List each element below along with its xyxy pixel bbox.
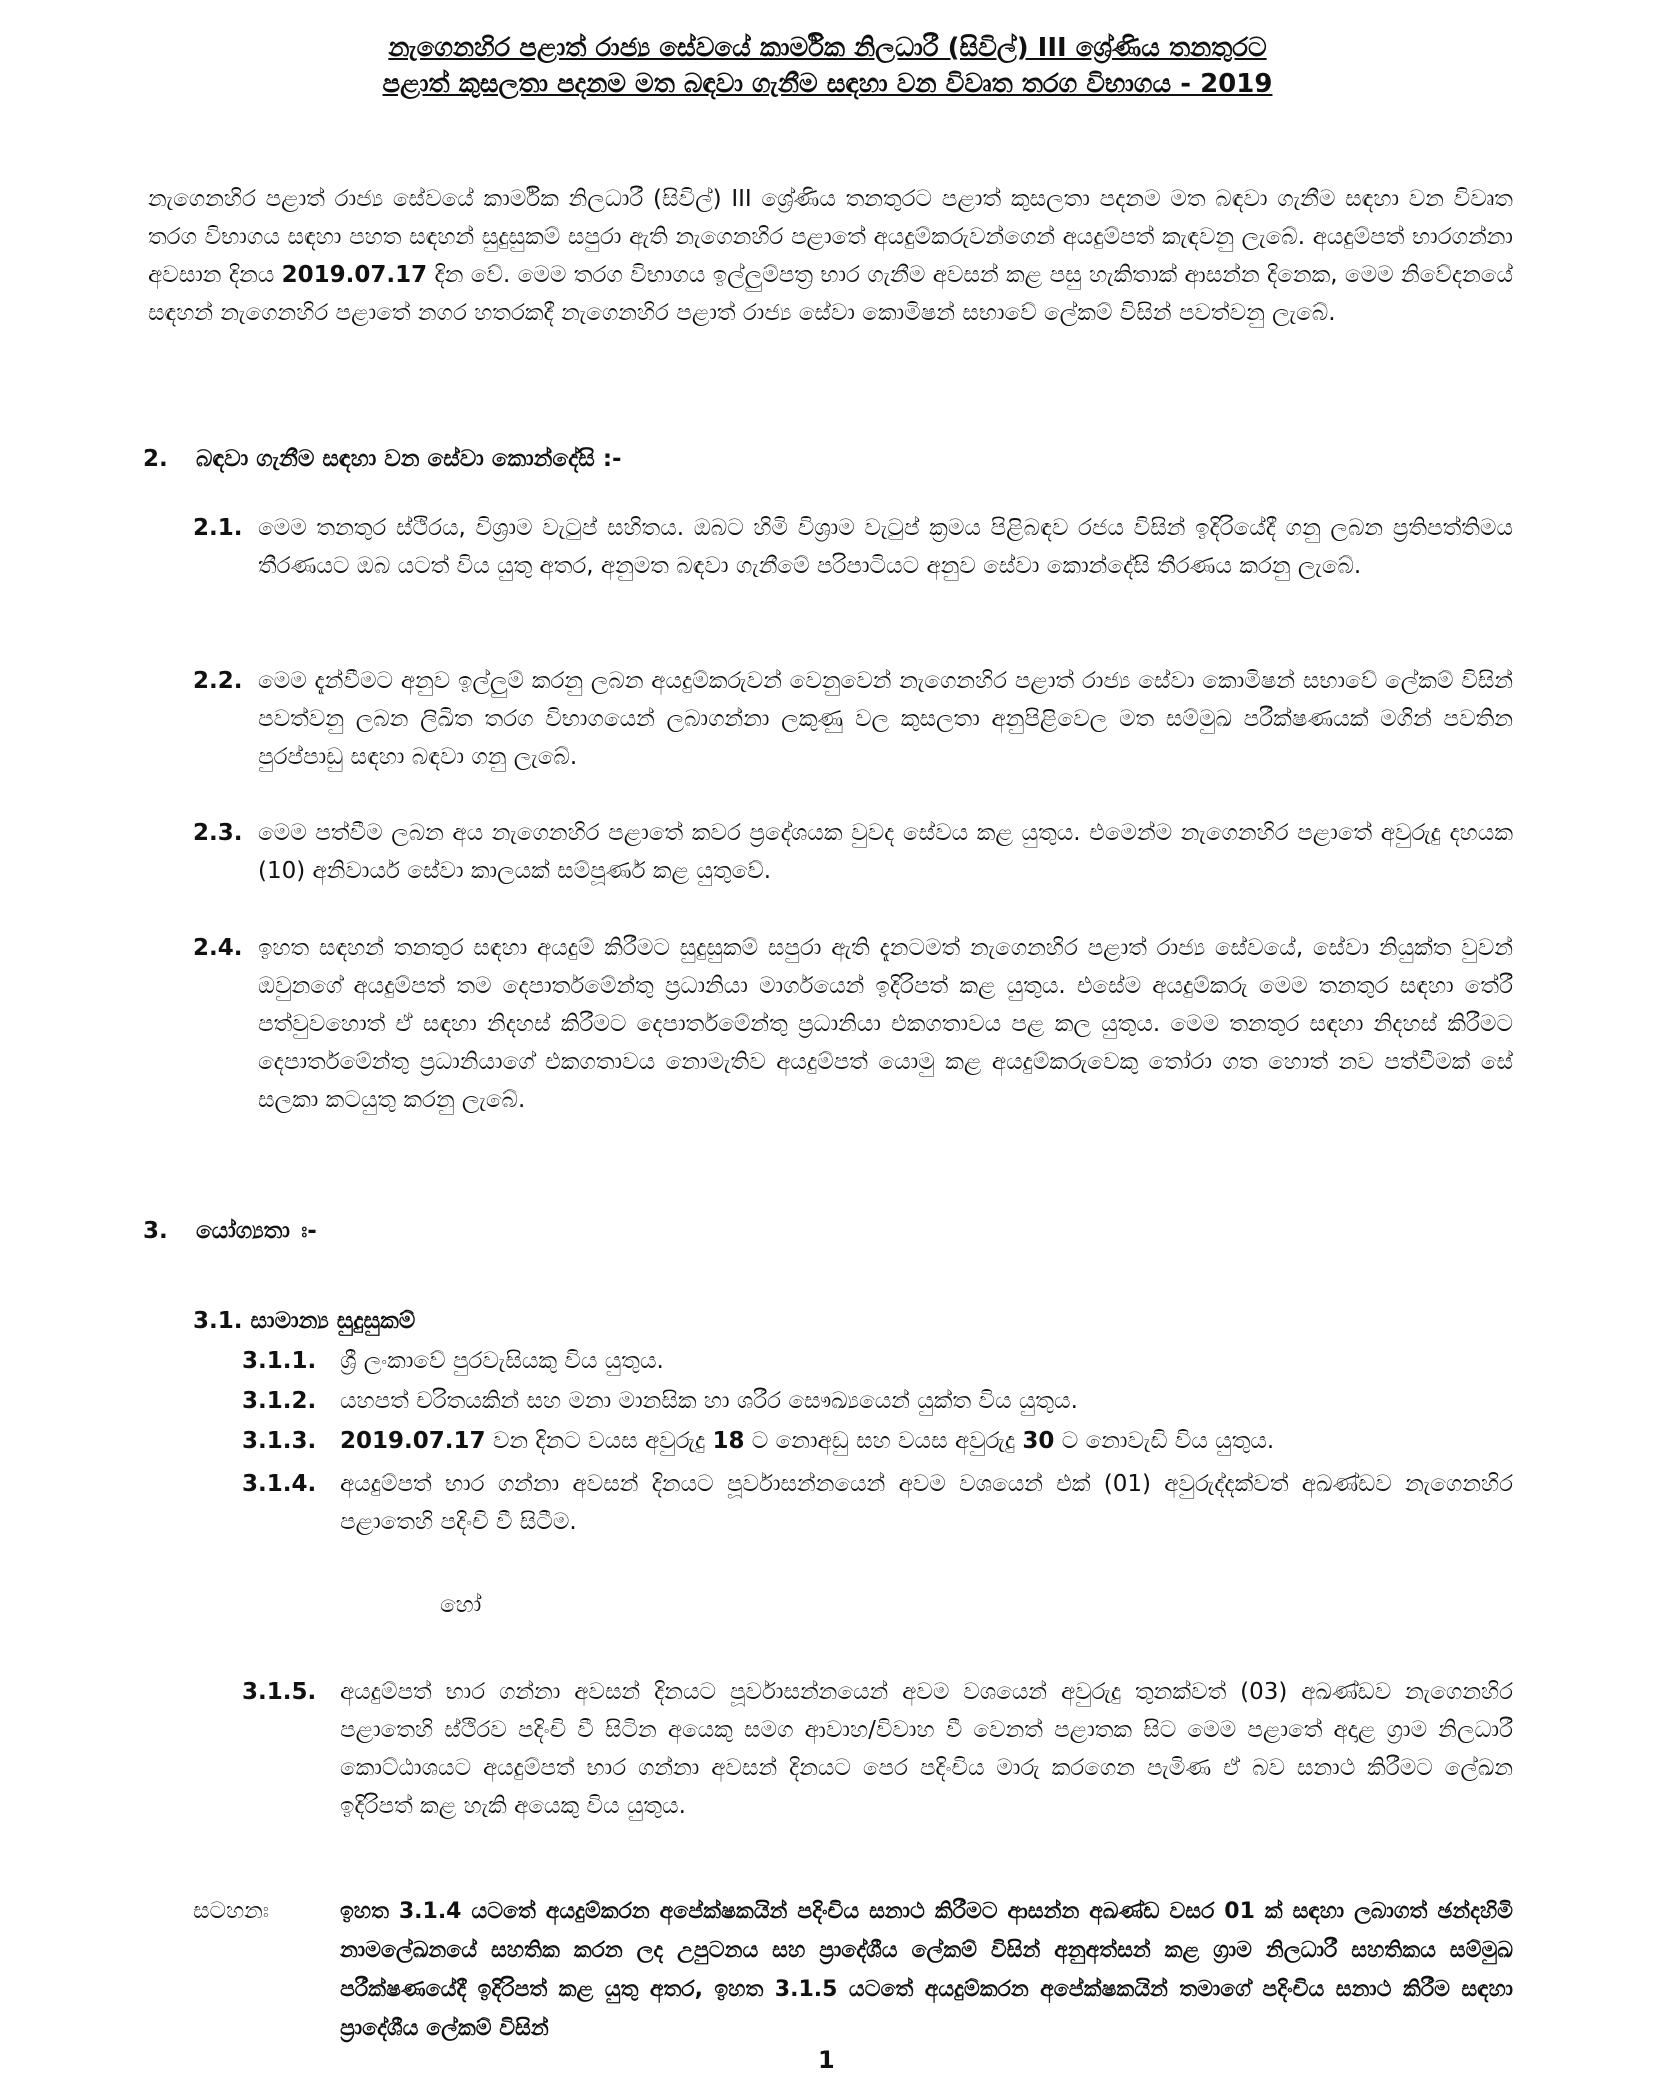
section3-heading: යෝග්‍යතා ඃ- [196,1218,317,1244]
item-2-3-number: 2.3. [193,820,243,846]
item-3-1-4-number: 3.1.4. [242,1471,317,1497]
note-text: ඉහත 3.1.4 යටතේ අයදුම්කරන අපේක්ෂකයින් පදිංචිය සනාථ කිරීමට ආසන්න අඛණ්ඩ වසර 01 ක් සඳහා ලබාගත් ඡන්දහිමි නාමලේඛනයේ සහතික කරන ලද උපුටනය සහ ප්‍රාදේශීය ලේකම් විසින් අනුඅත්සන් කළ ග්‍රාම නිලධාරී සහතිකය සම්මුඛ පරීක්ෂණයේදී ඉදිරිපත් කළ යුතු අතර, ඉහත 3.1.5 යටතේ අයදුම්කරන අපේක්ෂකයින් තමාගේ පදිංචිය සනාථ කිරීම සඳහා ප්‍රාදේශීය ලේකම් විසින් [340,1899,1513,2041]
or-label: හෝ [440,1592,482,1618]
item-3-1-3-text [340,1422,1513,1460]
closing-date: 2019.07.17 [281,262,428,288]
item-3-1-3-number: 3.1.3. [242,1428,317,1454]
age-reference-date: 2019.07.17 [340,1428,486,1454]
section2-heading: බඳවා ගැනීම සඳහා වන සේවා කොන්දේසි :- [196,446,622,472]
item-2-2-text: මෙම දැන්වීමට අනුව ඉල්ලුම් කරනු ලබන අයදුම්කරුවන් වෙනුවෙන් නැගෙනහිර පළාත් රාජ්‍ය සේවා කොමිෂන් සභාවේ ලේකම් විසින් පවත්වනු ලබන ලිඛිත තරග විභාගයෙන් ලබාගන්නා ලකුණු වල කුසලතා අනුපිළිවෙල මත සම්මුඛ පරීක්ෂණයක් මගින් පවතින පුරප්පාඩු සඳහා බඳවා ගනු ලැබේ. [258,668,1513,770]
item-3-1-1-text: ශ්‍රී ලංකාවේ පුරවැසියකු විය යුතුය. [340,1348,664,1374]
page-number: 1 [818,2046,835,2074]
item-3-1-1-number: 3.1.1. [242,1348,317,1374]
document-title-line1: නැගෙනහිර පළාත් රාජ්‍ය සේවයේ කාර්මික නිලධාරී (සිවිල්) III ශ්‍රේණිය තනතුරට [388,33,1267,63]
note-label: සටහනඃ [193,1898,269,1924]
minimum-age: 18 [712,1428,745,1454]
item-3-1-3-text-b: ට නොඅඩු සහ වයස අවුරුදු [744,1428,1023,1454]
intro-paragraph [148,180,1513,332]
item-3-1-2-number: 3.1.2. [242,1388,317,1414]
item-2-3-text: මෙම පත්වීම ලබන අය නැගෙනහිර පළාතේ කවර ප්‍රදේශයක වුවද සේවය කළ යුතුය. එමෙන්ම නැගෙනහිර පළාතේ අවුරුදු දහයක (10) අනිවාර්ය සේවා කාලයක් සම්පූර්ණ කළ යුතුවේ. [258,820,1513,884]
item-2-1-number: 2.1. [193,515,243,541]
section3-number: 3. [143,1218,168,1244]
item-3-1-4-text: අයදුම්පත් භාර ගන්නා අවසන් දිනයට පූර්වාසන්නයෙන් අවම වශයෙන් එක් (01) අවුරුද්දක්වත් අඛණ්ඩව නැගෙනහිර පළාතෙහි පදිංචි වී සිටීම. [340,1471,1513,1535]
document-title-line2: පළාත් කුසලතා පදනම මත බඳවා ගැනීම සඳහා වන විවෘත තරග විභාගය - 2019 [382,69,1273,99]
item-3-1-3-text-a: වන දිනට වයස අවුරුදු [485,1428,713,1454]
item-3-1-2-text: යහපත් චරිතයකින් සහ මනා මානසික හා ශරීර සෞඛ්‍යයෙන් යුක්ත විය යුතුය. [340,1388,1078,1414]
intro-text-b: දින වේ. මෙම තරග විභාගය ඉල්ලුම්පත්‍ර භාර ගැනීම අවසන් කළ පසු හැකිතාක් ආසන්න දිනෙක, මෙම නිවේදනයේ සඳහන් නැගෙනහිර පළාතේ නගර හතරකදී නැගෙනහිර පළාත් රාජ්‍ය සේවා කොමිෂන් සභාවේ ලේකම් විසින් පවත්වනු ලැබේ. [148,262,1513,326]
maximum-age: 30 [1022,1428,1055,1454]
item-2-2-number: 2.2. [193,668,243,694]
item-3-1-5-text: අයදුම්පත් භාර ගන්නා අවසන් දිනයට පූර්වාසන්නයෙන් අවම වශයෙන් අවුරුදු තුනක්වත් (03) අඛණ්ඩව නැගෙනහිර පළාතෙහි ස්ථිරව පදිංචි වී සිටින අයෙකු සමග ආවාහ/විවාහ වී වෙනත් පළාතක සිට මෙම පළාතේ අදාළ ග්‍රාම නිලධාරී කොට්ඨාශයට අයදුම්පත් භාර ගන්නා අවසන් දිනයට පෙර පදිංචිය මාරු කරගෙන පැමිණ ඒ බව සනාථ කිරීමට ලේඛන ඉදිරිපත් කළ හැකි අයෙකු විය යුතුය. [340,1679,1513,1819]
item-3-1-5-number: 3.1.5. [242,1679,317,1705]
item-2-4-text: ඉහත සඳහන් තනතුර සඳහා අයදුම් කිරීමට සුදුසුකම් සපුරා ඇති දැනටමත් නැගෙනහිර පළාත් රාජ්‍ය සේවයේ, සේවා නියුක්ත වුවන් ඔවුනගේ අයදුම්පත් තම දෙපාර්තමේන්තු ප්‍රධානියා මාර්ගයෙන් ඉදිරිපත් කළ යුතුය. එසේම අයදුම්කරු මෙම තනතුර සඳහා තේරී පත්වුවහොත් ඒ සඳහා නිදහස් කිරීමට දෙපාර්තමේන්තු ප්‍රධානියා එකගතාවය පළ කල යුතුය. මෙම තනතුර සඳහා නිදහස් කිරීමට දෙපාර්තමේන්තු ප්‍රධානියාගේ එකගතාවය නොමැතිව අයදුම්පත් යොමු කළ අයදුම්කරුවෙකු තෝරා ගත හොත් නව පත්වීමක් සේ සලකා කටයුතු කරනු ලැබේ. [258,935,1513,1113]
intro-text-a: නැගෙනහිර පළාත් රාජ්‍ය සේවයේ කාර්මික නිලධාරී (සිවිල්) III ශ්‍රේණිය තනතුරට පළාත් කුසලතා පදනම මත බඳවා ගැනීම සඳහා වන විවෘත තරග විභාගය සඳහා පහත සඳහන් සුදුසුකම් සපුරා ඇති නැගෙනහිර පළාතේ අයදුම්කරුවන්ගෙන් අයදුම්පත් කැඳවනු ලැබේ. අයදුම්පත් භාරගන්නා අවසාන දිනය [148,186,1513,288]
item-2-1-text: මෙම තනතුර ස්ථිරය, විශ්‍රාම වැටුප් සහිතය. ඔබට හිමි විශ්‍රාම වැටුප් ක්‍රමය පිළිබඳව රජය විසින් ඉදිරියේදී ගනු ලබන ප්‍රතිපත්තිමය තීරණයට ඔබ යටත් විය යුතු අතර, අනුමත බඳවා ගැනීමේ පරිපාටියට අනුව සේවා කොන්දේසි තීරණය කරනු ලැබේ. [258,515,1513,579]
subsection-3-1-heading: 3.1. සාමාන්‍ය සුදුසුකම් [193,1308,416,1334]
section2-number: 2. [143,446,168,472]
item-3-1-3-text-c: ට නොවැඩි විය යුතුය. [1054,1428,1275,1454]
item-2-4-number: 2.4. [193,935,243,961]
